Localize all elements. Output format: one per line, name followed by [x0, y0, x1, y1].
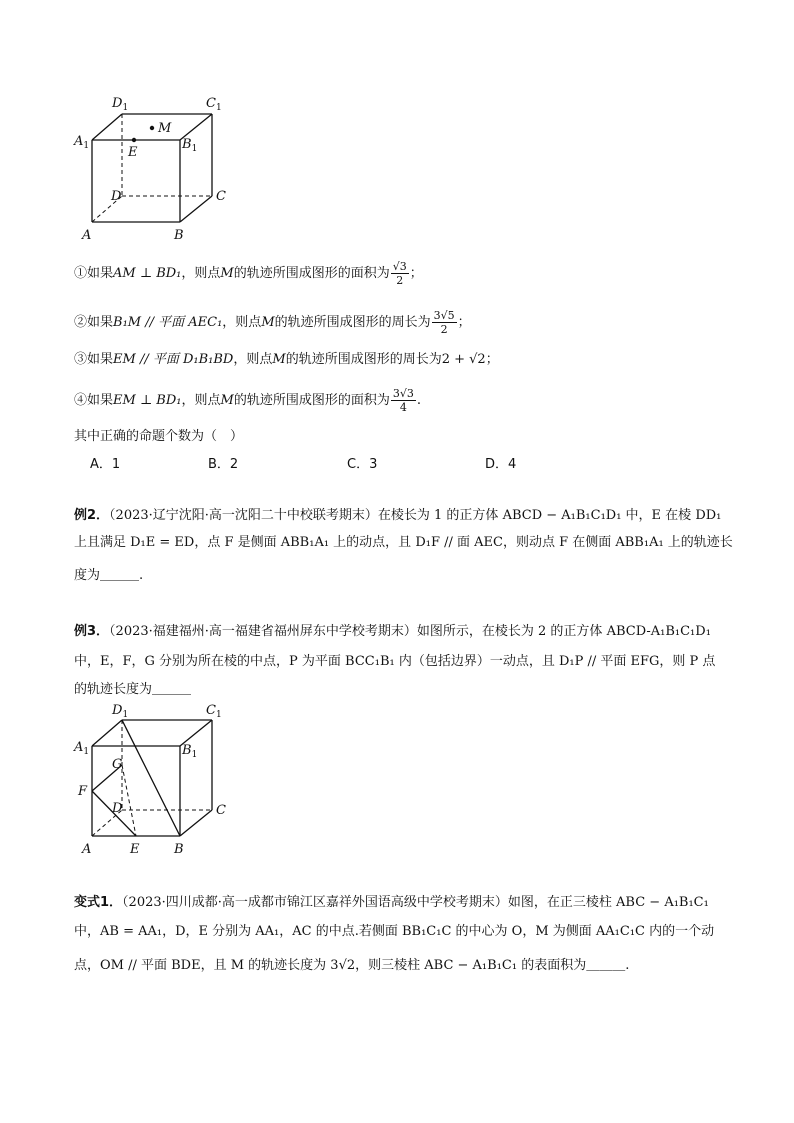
variant-1-label: 变式1． [74, 895, 123, 910]
edge-A1D1 [92, 114, 122, 140]
variant-1-line-1: 变式1．（2023·四川成都·高一成都市锦江区嘉祥外国语高级中学校考期末）如图，在正三棱柱 ABC − A₁B₁C₁ [74, 895, 709, 910]
label-M: M [158, 121, 172, 136]
question-text: 其中正确的命题个数为（ ） [74, 429, 244, 444]
example-2-label: 例2． [74, 508, 110, 523]
option-c[interactable]: C．3 [347, 457, 378, 472]
label-D: D [111, 189, 122, 204]
option-b[interactable]: B．2 [208, 457, 239, 472]
svg-text:C1: $C_1$ [206, 703, 222, 720]
svg-text:B1: $B_1$ [182, 743, 198, 760]
statement-3: ③如果EM // 平面 D₁B₁BD，则点M的轨迹所围成图形的周长为2 + √2； [74, 352, 499, 367]
option-a[interactable]: A．1 [90, 457, 121, 472]
label-E: E [128, 145, 138, 160]
segment-GE [122, 765, 136, 836]
label-C: C [216, 189, 226, 204]
label-C1: $C_1$ [206, 96, 222, 113]
example-3-label: 例3． [74, 624, 110, 639]
edge-BC [180, 196, 212, 222]
svg-text:F: F [78, 784, 88, 799]
example-3-line-1: 例3．（2023·福建福州·高一福建省福州屏东中学校考期末）如图所示，在棱长为 2 的正方体 ABCD-A₁B₁C₁D₁ [74, 624, 711, 639]
svg-text:A1: $A_1$ [74, 740, 90, 757]
fraction: $\frac{3√3}{4}$ [392, 387, 414, 414]
label-B: B [174, 228, 184, 243]
variant-1-line-2: 中，AB = AA₁，D，E 分别为 AA₁，AC 的中点.若侧面 BB₁C₁C 的中心为 O，M 为侧面 AA₁C₁C 内的一个动 [74, 924, 715, 939]
segment-D1B [122, 720, 180, 836]
example-2-line-3: 度为＿＿＿. [74, 568, 144, 583]
cube-figure-2 [70, 702, 240, 860]
fraction: $\frac{3√5}{2}$ [433, 309, 455, 336]
label-A1: $A_1$ [74, 134, 90, 151]
svg-text:C: C [216, 803, 226, 818]
variant-1-line-3: 点，OM // 平面 BDE，且 M 的轨迹长度为 3√2，则三棱柱 ABC − A₁B₁C₁ 的表面积为＿＿＿. [74, 958, 630, 973]
svg-text:G: G [112, 757, 123, 772]
svg-text:D: D [112, 801, 123, 816]
point-E [132, 138, 136, 142]
fraction: $\frac{√3}{2}$ [392, 260, 407, 287]
svg-text:A: A [82, 842, 92, 857]
svg-text:E: E [130, 842, 140, 857]
example-2-line-1: 例2．（2023·辽宁沈阳·高一沈阳二十中校联考期末）在棱长为 1 的正方体 ABCD − A₁B₁C₁D₁ 中，E 在棱 DD₁ [74, 508, 722, 523]
option-d[interactable]: D．4 [485, 457, 517, 472]
example-2-line-2: 上且满足 D₁E = ED，点 F 是侧面 ABB₁A₁ 上的动点，且 D₁F // 面 AEC，则动点 F 在侧面 ABB₁A₁ 上的轨迹长 [74, 535, 733, 550]
example-3-line-3: 的轨迹长度为＿＿＿ [74, 682, 192, 697]
svg-text:B: B [174, 842, 184, 857]
label-D1: $D_1$ [112, 96, 129, 113]
label-A: A [82, 228, 92, 243]
statement-4: ④如果EM ⊥ BD₁，则点M的轨迹所围成图形的面积为 $\frac{3√3}{4}$ . [74, 387, 421, 414]
svg-text:D1: $D_1$ [112, 703, 129, 720]
label-B1: $B_1$ [182, 137, 198, 154]
point-M [150, 126, 154, 130]
example-3-line-2: 中，E，F，G 分别为所在棱的中点，P 为平面 BCC₁B₁ 内（包括边界）一动点，且 D₁P // 平面 EFG，则 P 点 [74, 654, 716, 669]
statement-1: ①如果AM ⊥ BD₁，则点M的轨迹所围成图形的面积为 $\frac{√3}{2}$ ； [74, 260, 423, 287]
cube-figure-1 [70, 92, 240, 244]
statement-2: ②如果B₁M // 平面 AEC₁，则点M的轨迹所围成图形的周长为 $\frac{3√5}{2}$ ； [74, 309, 471, 336]
